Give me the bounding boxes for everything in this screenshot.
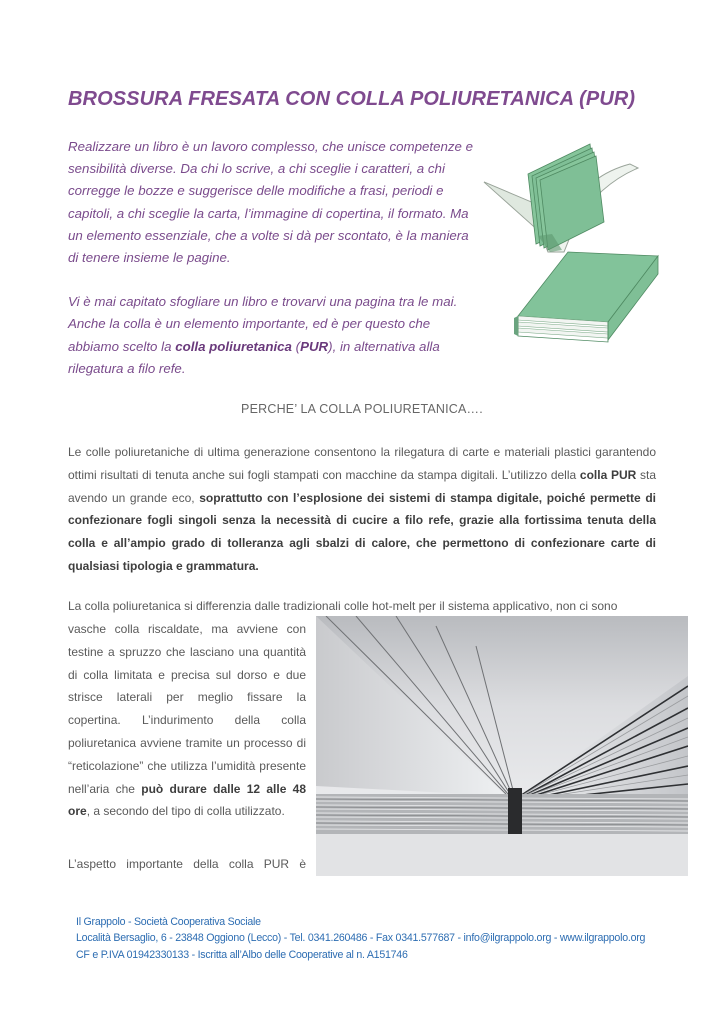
intro-paragraph-1: Realizzare un libro è un lavoro complesso, che unisce competenze e sensibilità diverse. Da chi lo scrive, a chi sceglie i caratteri, a chi corregge le bozze e suggerisce delle modifiche a frasi, periodi e capitoli, a chi sceglie la carta, l’immagine di copertina, il formato. Ma un elemento essenziale, che a volte si dà per scontato, è la maniera di tenere insieme le pagine. <box>68 139 474 266</box>
book-block-illustration <box>510 248 660 350</box>
footer <box>76 914 688 963</box>
page-title: BROSSURA FRESATA CON COLLA POLIURETANICA (PUR) <box>68 88 636 110</box>
open-book-photo <box>316 616 688 876</box>
body-paragraph-1: Le colle poliuretaniche di ultima generazione consentono la rilegatura di carte e materiali plastici garantendo ottimi risultati di tenuta anche sui fogli stampati con macchine da stampa digitali. L’utilizzo della colla PUR sta avendo un grande eco, soprattutto con l’esplosione dei sistemi di stampa digitale, poiché permette di confezionare fogli singoli senza la necessità di cucire a filo refe, grazie alla fortissima tenuta della colla e all’ampio grado di tolleranza agli sbalzi di calore, che permettono di confezionare carte di qualsiasi tipologia e grammatura. <box>68 445 656 573</box>
body-paragraph-2-line: La colla poliuretanica si differenzia dalle tradizionali colle hot-melt per il sistema applicativo, non ci sono <box>68 599 618 613</box>
footer-contacts: Località Bersaglio, 6 - 23848 Oggiono (Lecco) - Tel. 0341.260486 - Fax 0341.577687 - info@ilgrappolo.org - www.ilgrappolo.org <box>76 932 646 945</box>
footer-organization: Il Grappolo - Società Cooperativa Sociale <box>76 916 261 928</box>
intro-text <box>68 136 478 380</box>
body-paragraph-3: L’aspetto importante della colla PUR è <box>68 857 306 871</box>
footer-registration: CF e P.IVA 01942330133 - Iscritta all’Albo delle Cooperative al n. A151746 <box>76 948 408 961</box>
binding-illustration <box>480 140 640 262</box>
section-subheading: PERCHE’ LA COLLA POLIURETANICA…. <box>241 402 483 416</box>
body-paragraph-2-continued: vasche colla riscaldate, ma avviene con testine a spruzzo che lasciano una quantità di colla limitata e precisa sul dorso e due strisce laterali per meglio fissare la copertina. L’indurimento della colla poliuretanica avviene tramite un processo di “reticolazione” che utilizza l’umidità presente nell’aria che può durare dalle 12 alle 48 ore, a secondo del tipo di colla utilizzato. <box>68 622 306 819</box>
intro-paragraph-2: Vi è mai capitato sfogliare un libro e trovarvi una pagina tra le mai. Anche la colla è un elemento importante, ed è per questo che abbiamo scelto la colla poliuretanica (PUR), in alternativa alla rilegatura a filo refe. <box>68 294 458 376</box>
